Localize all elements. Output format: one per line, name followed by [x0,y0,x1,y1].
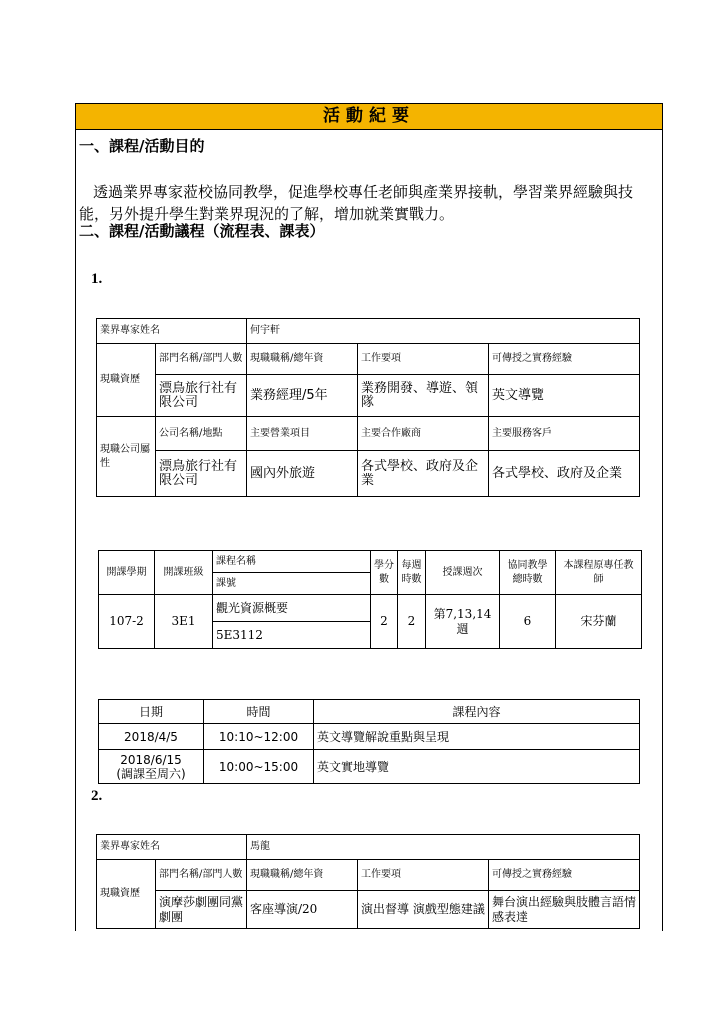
schedule-date-line1: 2018/6/15 [120,752,182,767]
course-name-label: 課程名稱 [213,551,371,573]
expert1-dept: 漂鳥旅行社有限公司 [156,375,247,417]
expert1-title-label: 現職職稱/總年資 [247,344,358,375]
course-term-label: 開課學期 [99,551,155,595]
page-title: 活動紀要 [75,103,663,130]
expert1-name-label: 業界專家姓名 [97,319,247,344]
schedule-date-line2: (調課至周六) [116,766,186,781]
course-credit-label: 學分數 [371,551,398,595]
course-class: 3E1 [155,595,213,649]
section1-body: 透過業界專家蒞校協同教學，促進學校專任老師與產業界接軌，學習業界經驗與技能，另外提升學生對業界現況的了解，增加就業實戰力。 [79,183,634,223]
expert1-job-label: 現職資歷 [97,344,156,417]
schedule-date [99,750,204,784]
expert1-name: 何宇軒 [247,319,640,344]
expert2-exp: 舞台演出經驗與肢體言語情感表達 [489,891,640,929]
expert2-name-label: 業界專家姓名 [97,835,247,860]
expert1-number: 1. [91,271,103,287]
schedule-content: 英文實地導覽 [314,750,640,784]
course-table [98,550,642,649]
course-term: 107-2 [99,595,155,649]
expert1-biz-label: 主要營業項目 [247,417,358,451]
course-weeks: 第7,13,14週 [426,595,500,649]
course-weeks-label: 授課週次 [426,551,500,595]
course-credit: 2 [371,595,398,649]
expert2-dept: 演摩莎劇團同黨劇團 [156,891,247,929]
expert2-title: 客座導演/20 [247,891,358,929]
expert1-title: 業務經理/5年 [247,375,358,417]
expert1-cname-label: 公司名稱/地點 [156,417,247,451]
expert2-name: 馬龍 [247,835,640,860]
table-row [99,724,640,750]
course-teacher: 宋芬蘭 [556,595,642,649]
expert2-work-label: 工作要項 [358,860,489,891]
expert1-work-label: 工作要項 [358,344,489,375]
expert1-client: 各式學校、政府及企業 [489,451,640,497]
section1-heading: 一、課程/活動目的 [79,137,205,155]
expert2-exp-label: 可傳授之實務經驗 [489,860,640,891]
schedule-time: 10:10~12:00 [204,724,314,750]
expert2-title-label: 現職職稱/總年資 [247,860,358,891]
course-hours: 2 [398,595,426,649]
schedule-date-header: 日期 [99,700,204,724]
expert1-exp-label: 可傳授之實務經驗 [489,344,640,375]
expert1-biz: 國內外旅遊 [247,451,358,497]
course-class-label: 開課班級 [155,551,213,595]
expert1-company-label: 現職公司屬性 [97,417,156,497]
course-teacher-label: 本課程原專任教師 [556,551,642,595]
schedule-date: 2018/4/5 [99,724,204,750]
course-code-label: 課號 [213,573,371,595]
expert2-dept-label: 部門名稱/部門人數 [156,860,247,891]
schedule-content-header: 課程內容 [314,700,640,724]
schedule-table [98,699,640,784]
expert1-cname: 漂鳥旅行社有限公司 [156,451,247,497]
course-name: 觀光資源概要 [213,595,371,622]
expert2-work: 演出督導 演戲型態建議 [358,891,489,929]
expert2-number: 2. [91,788,103,804]
expert1-partner: 各式學校、政府及企業 [358,451,489,497]
expert2-table [96,834,640,929]
course-hours-label: 每週時數 [398,551,426,595]
expert1-work: 業務開發、導遊、領隊 [358,375,489,417]
expert1-client-label: 主要服務客戶 [489,417,640,451]
expert1-partner-label: 主要合作廠商 [358,417,489,451]
schedule-content: 英文導覽解說重點與呈現 [314,724,640,750]
course-cohours-label: 協同教學總時數 [500,551,556,595]
table-row [99,750,640,784]
expert1-exp: 英文導覽 [489,375,640,417]
schedule-time: 10:00~15:00 [204,750,314,784]
expert1-dept-label: 部門名稱/部門人數 [156,344,247,375]
expert2-job-label: 現職資歷 [97,860,156,929]
course-code: 5E3112 [213,622,371,649]
section2-heading: 二、課程/活動議程（流程表、課表） [79,222,325,240]
expert1-table [96,318,640,497]
course-cohours: 6 [500,595,556,649]
schedule-time-header: 時間 [204,700,314,724]
